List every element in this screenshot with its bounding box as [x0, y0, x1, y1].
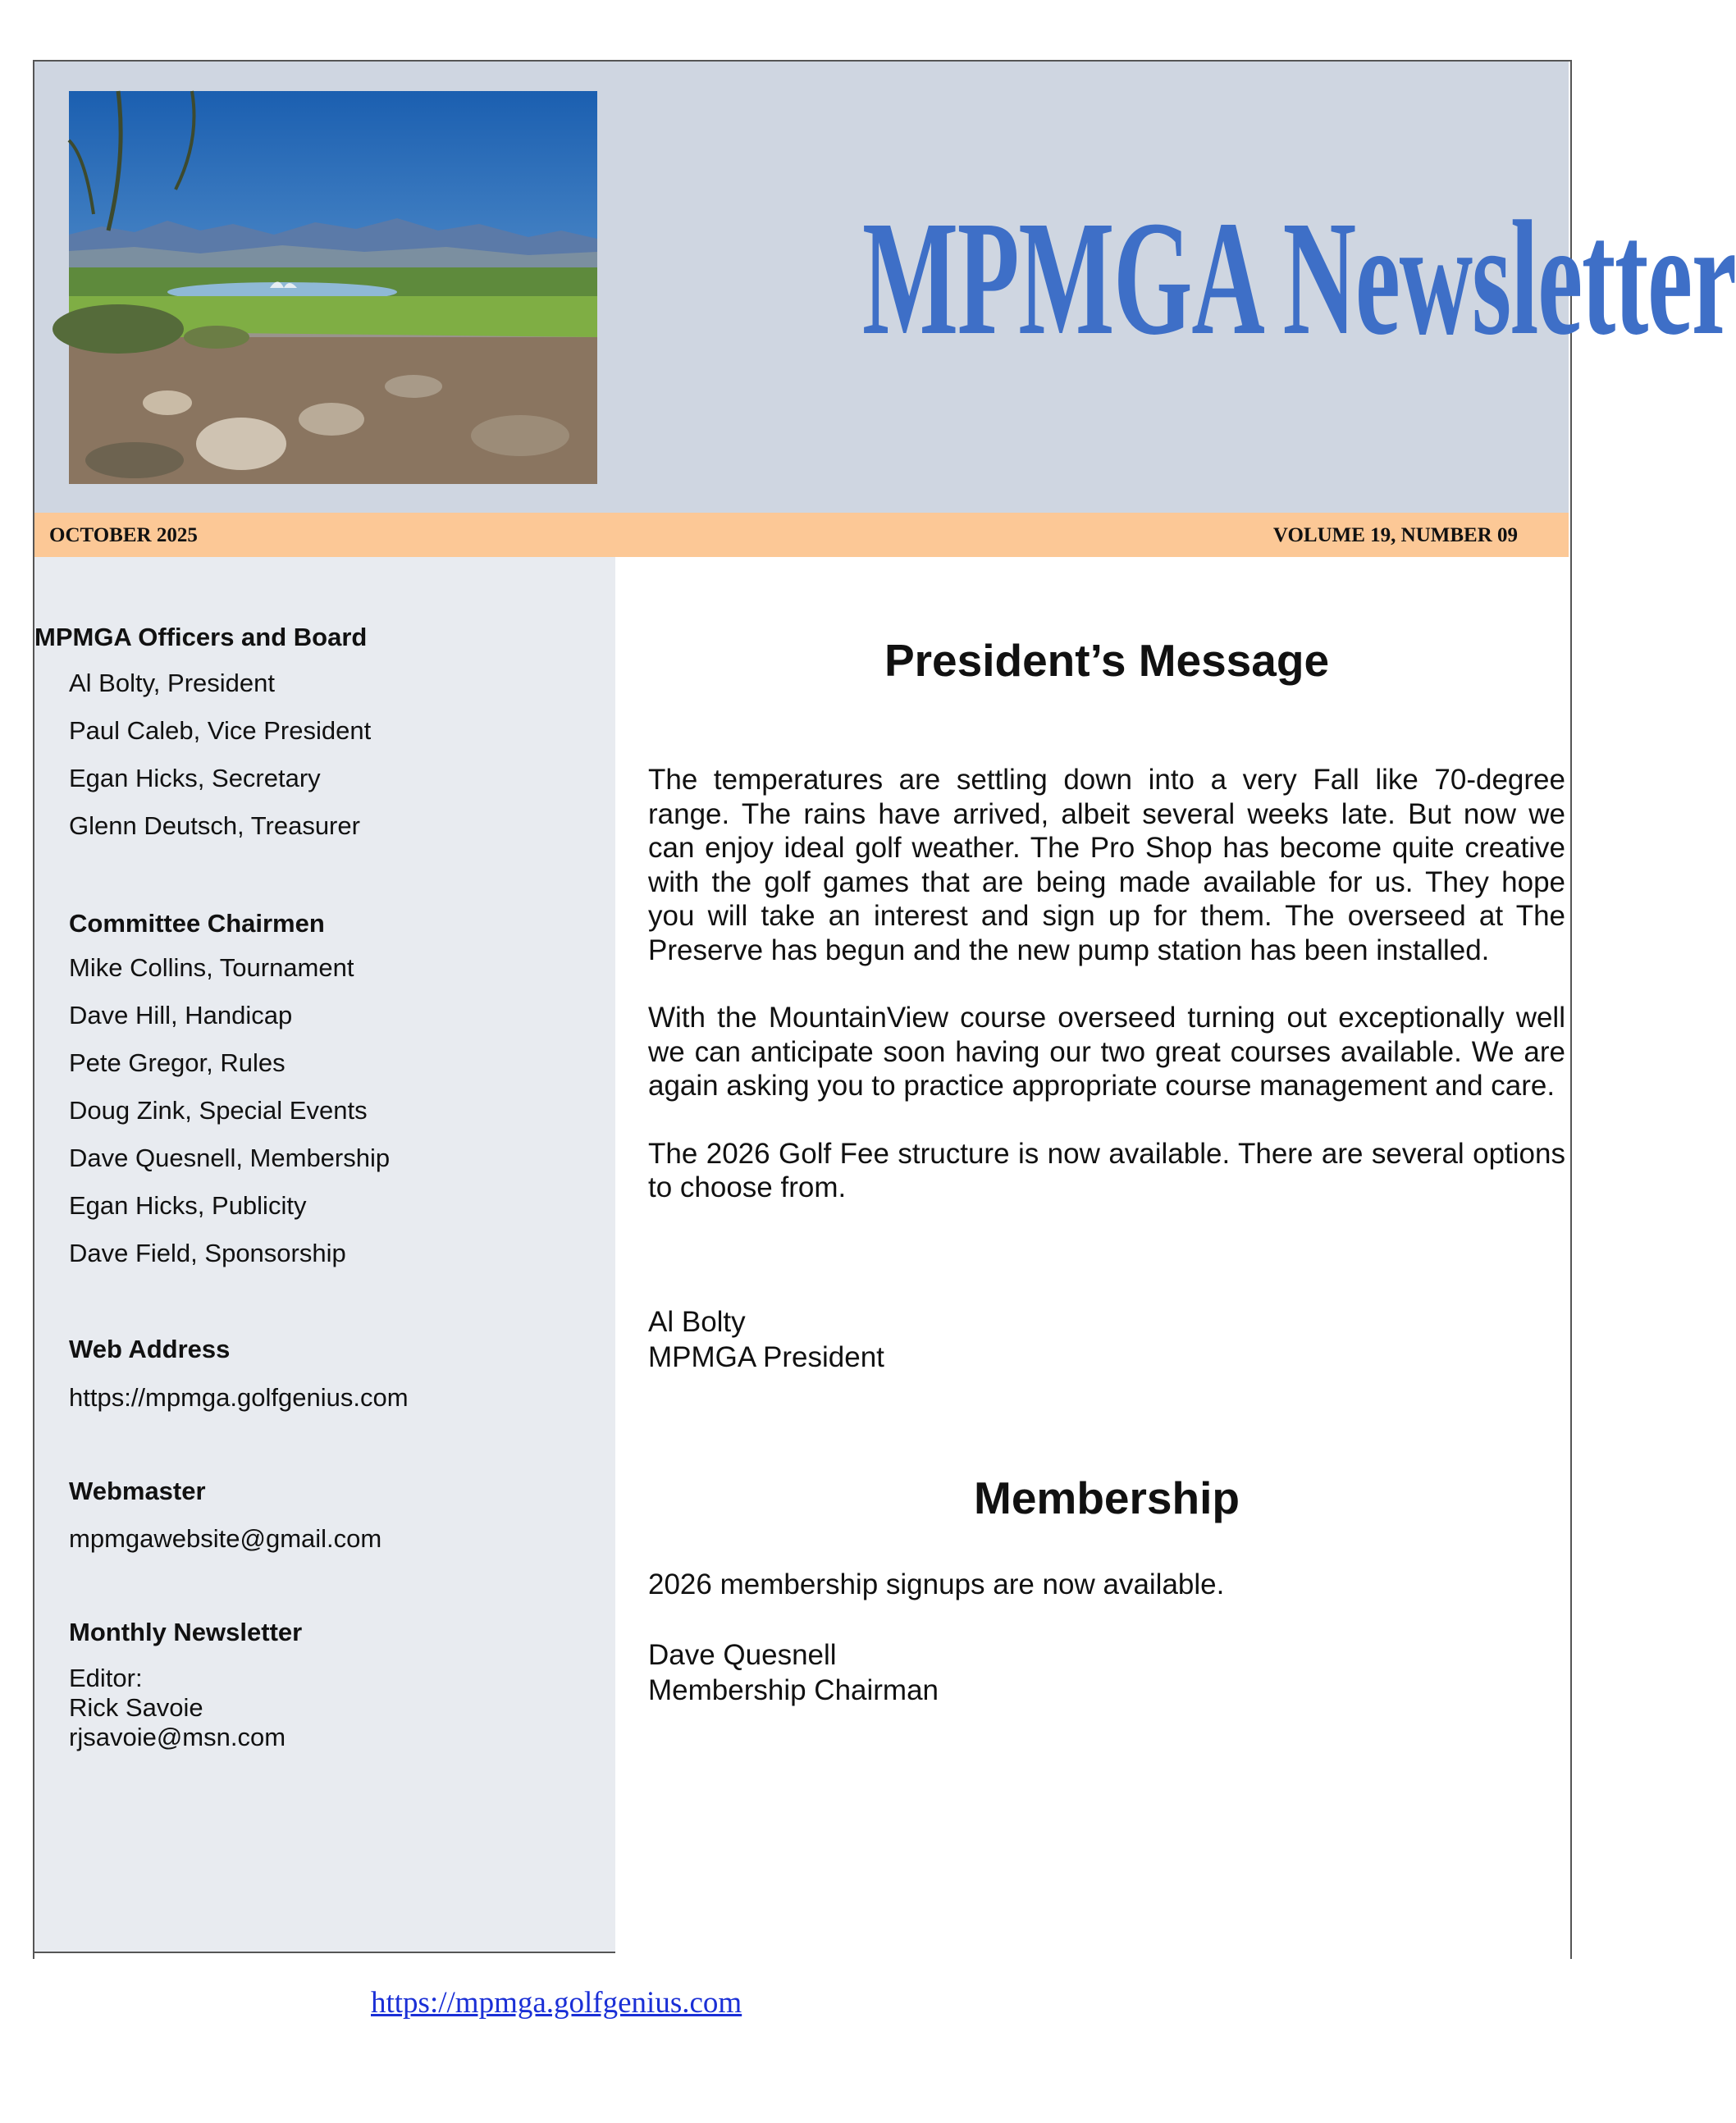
- membership-text: 2026 membership signups are now available.: [648, 1568, 1225, 1600]
- newsletter-heading: Monthly Newsletter: [69, 1618, 303, 1646]
- president-body: [648, 763, 1565, 1205]
- committee-item: Dave Hill, Handicap: [69, 1001, 293, 1030]
- membership-body: [648, 1567, 1565, 1602]
- president-paragraph: With the MountainView course overseed turning out exceptionally well we can anticipate soon having our two great courses available. We are again asking you to practice appropriate course management and care.: [648, 1002, 1565, 1102]
- officer-item: Al Bolty, President: [69, 669, 275, 697]
- president-heading: President’s Message: [884, 635, 1330, 686]
- president-paragraph: The 2026 Golf Fee structure is now available. There are several options to choose from.: [648, 1137, 1565, 1203]
- officer-item: Paul Caleb, Vice President: [69, 716, 372, 745]
- webmaster-email[interactable]: mpmgawebsite@gmail.com: [69, 1524, 382, 1553]
- president-signature-title: MPMGA President: [648, 1341, 884, 1373]
- committee-item: Dave Quesnell, Membership: [69, 1144, 391, 1172]
- president-section: [648, 634, 1565, 687]
- editor-role: Editor:: [69, 1664, 143, 1692]
- newsletter-editor: [69, 1664, 286, 1752]
- editor-email[interactable]: rjsavoie@msn.com: [69, 1723, 286, 1751]
- committee-item: Pete Gregor, Rules: [69, 1048, 286, 1077]
- web-heading: Web Address: [69, 1335, 231, 1363]
- membership-signature-name: Dave Quesnell: [648, 1639, 837, 1671]
- issue-volume: VOLUME 19, NUMBER 09: [1272, 524, 1518, 546]
- web-address[interactable]: https://mpmga.golfgenius.com: [69, 1383, 409, 1412]
- issue-date: OCTOBER 2025: [49, 524, 198, 546]
- committee-item: Doug Zink, Special Events: [69, 1096, 368, 1125]
- golf-course-photo: [69, 91, 597, 484]
- officers-list: [69, 660, 371, 850]
- membership-section: [648, 1472, 1565, 1524]
- webmaster-heading: Webmaster: [69, 1477, 206, 1505]
- president-signature: [648, 1304, 1565, 1375]
- editor-name: Rick Savoie: [69, 1693, 203, 1722]
- committee-item: Dave Field, Sponsorship: [69, 1239, 346, 1267]
- officer-item: Egan Hicks, Secretary: [69, 764, 321, 792]
- officer-item: Glenn Deutsch, Treasurer: [69, 811, 360, 840]
- membership-signature-title: Membership Chairman: [648, 1674, 939, 1706]
- footer-website-link[interactable]: https://mpmga.golfgenius.com: [371, 1986, 742, 2020]
- president-signature-name: Al Bolty: [648, 1306, 746, 1338]
- committee-list: [69, 944, 390, 1277]
- president-paragraph: The temperatures are settling down into a very Fall like 70-degree range. The rains have arrived, albeit several weeks late. But now we can enjoy ideal golf weather. The Pro Shop has become quite creative with the golf games that are being made available for us. They hope you will take an interest and sign up for them. The overseed at The Preserve has begun and the new pump station has been installed.: [648, 764, 1565, 966]
- newsletter-title: MPMGA Newsletter: [862, 188, 1736, 369]
- committee-item: Mike Collins, Tournament: [69, 953, 354, 982]
- officers-section: [34, 622, 367, 653]
- committee-item: Egan Hicks, Publicity: [69, 1191, 307, 1220]
- membership-heading: Membership: [974, 1472, 1240, 1523]
- membership-signature: [648, 1637, 1565, 1708]
- committee-heading: Committee Chairmen: [69, 909, 325, 938]
- officers-heading: MPMGA Officers and Board: [34, 623, 368, 651]
- issue-bar: [34, 513, 1569, 557]
